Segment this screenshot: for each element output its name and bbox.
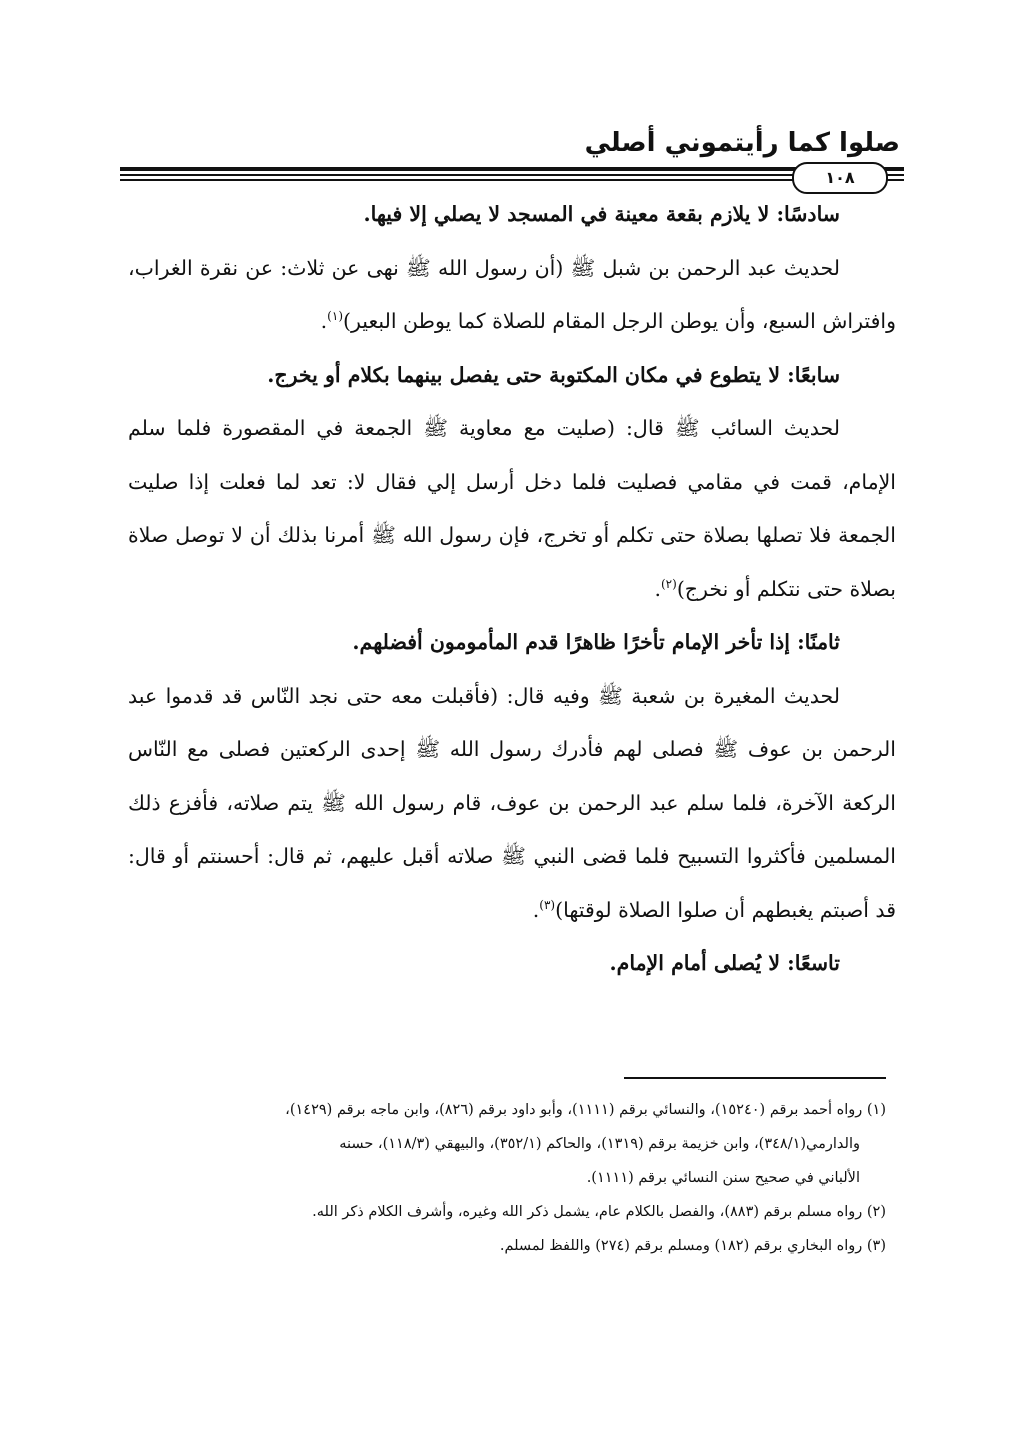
paragraph-hadith-mughira: لحديث المغيرة بن شعبة ﷺ وفيه قال: (فأقبلت معه حتى نجد النّاس قد قدموا عبد الرحمن بن عوف ﷺ فصلى لهم فأدرك رسول الله ﷺ إحدى الركعتين فصلى مع النّاس الركعة الآخرة، فلما سلم عبد الرحمن بن عوف، قام رسول الله ﷺ يتم صلاته، فأفزع ذلك المسلمين فأكثروا التسبيح فلما قضى النبي ﷺ صلاته أقبل عليهم، ثم قال: أحسنتم أو قال: قد أصبتم يغبطهم أن صلوا الصلاة لوقتها)$^{(٣)}$.	[128, 683, 896, 922]
footnote-2: (٢) رواه مسلم برقم (٨٨٣)، والفصل بالكلام عام، يشمل ذكر الله وغيره، وأشرف الكلام ذكر الله.	[312, 1204, 886, 1220]
paragraph-text: لحديث المغيرة بن شعبة ﷺ وفيه قال: (فأقبلت معه حتى نجد النّاس قد قدموا عبد الرحمن بن عوف ﷺ فصلى لهم فأدرك رسول الله ﷺ إحدى الركعتين فصلى مع النّاس الركعة الآخرة، فلما سلم عبد الرحمن بن عوف، قام رسول الله ﷺ يتم صلاته، فأفزع ذلك المسلمين فأكثروا التسبيح فلما قضى النبي ﷺ صلاته أقبل عليهم، ثم قال: أحسنتم أو قال: قد أصبتم يغبطهم أن صلوا الصلاة لوقتها)	[128, 683, 896, 922]
footnote-ref-3: (٣)	[539, 897, 556, 912]
heading-sixth: سادسًا: لا يلازم بقعة معينة في المسجد لا يصلي إلا فيها.	[363, 202, 840, 226]
footnote-separator	[624, 1077, 886, 1079]
paragraph-hadith-abdulrahman: لحديث عبد الرحمن بن شبل ﷺ (أن رسول الله ﷺ نهى عن ثلاث: عن نقرة الغراب، وافتراش السبع، وأن يوطن الرجل المقام للصلاة كما يوطن البعير)$^{(١)}$.	[128, 255, 896, 333]
heading-seventh: سابعًا: لا يتطوع في مكان المكتوبة حتى يفصل بينهما بكلام أو يخرج.	[267, 362, 840, 387]
header-rule-thin	[120, 174, 904, 176]
heading-eighth: ثامنًا: إذا تأخر الإمام تأخرًا ظاهرًا قدم المأمومون أفضلهم.	[352, 630, 840, 654]
running-head-title: صلوا كما رأيتموني أصلي	[584, 128, 900, 158]
page-number-badge: ١٠٨	[792, 162, 888, 194]
heading-ninth: تاسعًا: لا يُصلى أمام الإمام.	[609, 951, 840, 975]
footnote-1-line-2: والدارمي(٣٤٨/١)، وابن خزيمة برقم (١٣١٩)، والحاكم (٣٥٢/١)، والبيهقي (١١٨/٣)، حسنه	[339, 1136, 860, 1152]
footnote-ref-1: (١)	[327, 309, 343, 324]
footnote-3: (٣) رواه البخاري برقم (١٨٢) ومسلم برقم (٢٧٤) واللفظ لمسلم.	[499, 1238, 886, 1254]
paragraph-hadith-saib: لحديث السائب ﷺ قال: (صليت مع معاوية ﷺ الجمعة في المقصورة فلما سلم الإمام، قمت في مقامي فصليت فلما دخل أرسل إلي فقال لا: تعد لما فعلت إذا صليت الجمعة فلا تصلها بصلاة حتى تكلم أو تخرج، فإن رسول الله ﷺ أمرنا بذلك أن لا توصل صلاة بصلاة حتى نتكلم أو نخرج)$^{(٢)}$.	[128, 416, 896, 601]
footnote-1-line-1: (١) رواه أحمد برقم (١٥٢٤٠)، والنسائي برقم (١١١١)، وأبو داود برقم (٨٢٦)، وابن ماجه برقم (١٤٢٩)،	[285, 1102, 886, 1118]
header-rule	[120, 165, 904, 183]
footnotes	[144, 1094, 886, 1264]
body-text	[128, 188, 896, 991]
footnote-1-line-3: الألباني في صحيح سنن النسائي برقم (١١١١).	[586, 1170, 860, 1186]
paragraph-text: لحديث عبد الرحمن بن شبل ﷺ (أن رسول الله ﷺ نهى عن ثلاث: عن نقرة الغراب، وافتراش السبع، وأن يوطن الرجل المقام للصلاة كما يوطن البعير)	[128, 255, 896, 333]
header-rule-thick	[120, 167, 904, 171]
footnote-ref-2: (٢)	[660, 576, 677, 591]
paragraph-text: لحديث السائب ﷺ قال: (صليت مع معاوية ﷺ الجمعة في المقصورة فلما سلم الإمام، قمت في مقامي فصليت فلما دخل أرسل إلي فقال لا: تعد لما فعلت إذا صليت الجمعة فلا تصلها بصلاة حتى تكلم أو تخرج، فإن رسول الله ﷺ أمرنا بذلك أن لا توصل صلاة بصلاة حتى نتكلم أو نخرج)	[128, 416, 896, 601]
header-rule-thin-2	[120, 179, 904, 181]
